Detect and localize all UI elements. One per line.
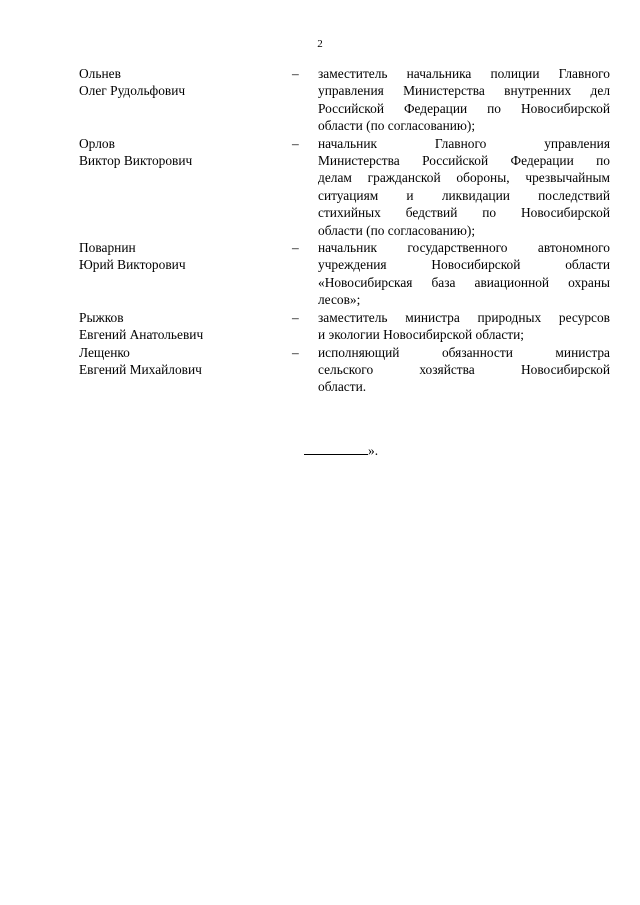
roster-entry (79, 239, 610, 309)
role-line: «Новосибирская база авиационной охраны (318, 274, 610, 290)
role-line: начальник государственного автономного (318, 240, 610, 256)
role-line: управления Министерства внутренних дел (318, 83, 610, 99)
role-line: Российской Федерации по Новосибирской (318, 100, 610, 116)
dash-separator: – (292, 309, 299, 325)
member-role (318, 135, 610, 239)
member-surname: Поварнин (79, 240, 136, 256)
member-given-name: Олег Рудольфович (79, 83, 186, 99)
role-line: и экологии Новосибирской области; (318, 327, 525, 343)
roster-entry (79, 309, 610, 344)
member-given-name: Юрий Викторович (79, 257, 186, 273)
member-surname: Лещенко (79, 344, 130, 360)
member-given-name: Евгений Михайлович (79, 361, 202, 377)
role-line: области. (318, 379, 367, 395)
member-name (79, 239, 292, 309)
role-line: начальник Главного управления (318, 135, 610, 151)
roster-entry (79, 344, 610, 396)
closing-quote: ». (368, 443, 379, 458)
role-line: учреждения Новосибирской области (318, 257, 610, 273)
role-line: стихийных бедствий по Новосибирской (318, 205, 610, 221)
role-line: делам гражданской обороны, чрезвычайным (318, 170, 610, 186)
signature-line (304, 442, 368, 455)
dash-separator: – (292, 240, 299, 256)
role-line: области (по согласованию); (318, 222, 476, 238)
member-given-name: Евгений Анатольевич (79, 327, 204, 343)
member-role (318, 309, 610, 344)
role-line: исполняющий обязанности министра (318, 344, 610, 360)
member-name (79, 309, 292, 344)
member-role (318, 344, 610, 396)
member-roster (79, 65, 610, 396)
member-name (79, 65, 292, 135)
dash-separator: – (292, 66, 299, 81)
role-line: Министерства Российской Федерации по (318, 153, 610, 169)
role-line: заместитель министра природных ресурсов (318, 309, 610, 325)
roster-entry (79, 65, 610, 135)
member-surname: Ольнев (79, 66, 121, 81)
role-line: области (по согласованию); (318, 118, 476, 134)
role-line: лесов»; (318, 292, 361, 308)
page-number: 2 (317, 38, 323, 50)
member-name (79, 135, 292, 239)
closing-mark (304, 442, 378, 459)
member-surname: Рыжков (79, 309, 124, 325)
member-surname: Орлов (79, 135, 115, 151)
roster-entry (79, 135, 610, 239)
dash-separator: – (292, 135, 299, 151)
role-line: ситуациям и ликвидации последствий (318, 187, 610, 203)
member-given-name: Виктор Викторович (79, 153, 193, 169)
member-role (318, 239, 610, 309)
dash-separator: – (292, 344, 299, 360)
member-name (79, 344, 292, 396)
role-line: заместитель начальника полиции Главного (318, 66, 610, 81)
role-line: сельского хозяйства Новосибирской (318, 361, 610, 377)
member-role (318, 65, 610, 135)
